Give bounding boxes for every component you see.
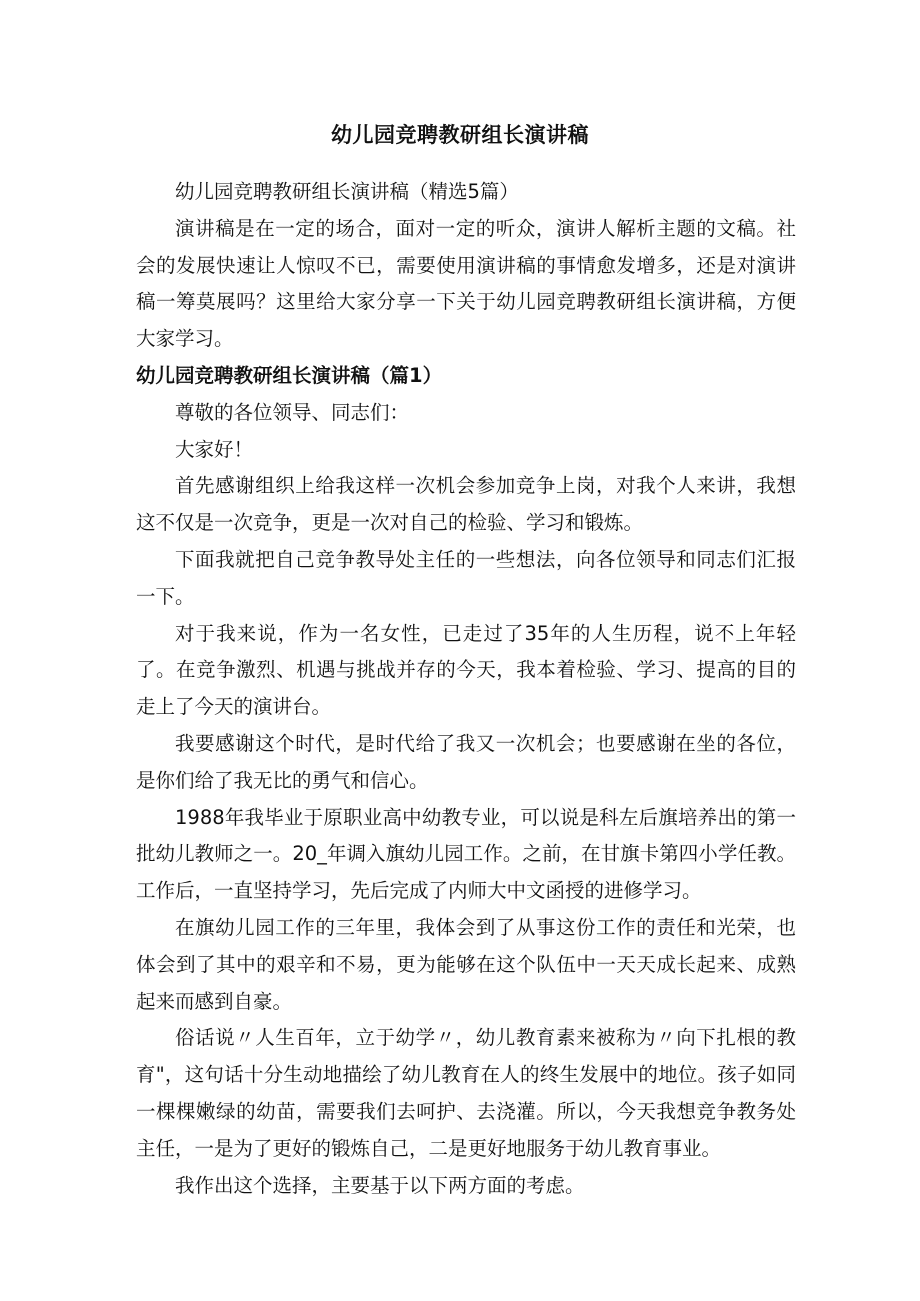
intro-paragraph: 演讲稿是在一定的场合，面对一定的听众，演讲人解析主题的文稿。社会的发展快速让人惊叹不已，需要使用演讲稿的事情愈发增多，还是对演讲稿一筹莫展吗？这里给大家分享一下关于幼儿园竞聘教研组长演讲稿，方便大家学习。: [136, 216, 796, 351]
salutation-paragraph: 尊敬的各位领导、同志们：: [175, 400, 410, 424]
document-title: 幼儿园竞聘教研组长演讲稿: [331, 123, 589, 147]
body-paragraph: 1988年我毕业于原职业高中幼教专业，可以说是科左后旗培养出的第一批幼儿教师之一。20_年调入旗幼儿园工作。之前，在甘旗卡第四小学任教。工作后，一直坚持学习，先后完成了内师大中文函授的进修学习。: [136, 805, 796, 903]
section-heading: 幼儿园竞聘教研组长演讲稿（篇1）: [136, 363, 443, 387]
body-paragraph: 我要感谢这个时代，是时代给了我又一次机会；也要感谢在坐的各位，是你们给了我无比的勇气和信心。: [136, 731, 796, 792]
greeting-paragraph: 大家好！: [175, 437, 254, 461]
subtitle-paragraph: 幼儿园竞聘教研组长演讲稿（精选5篇）: [175, 180, 519, 203]
body-paragraph: 我作出这个选择，主要基于以下两方面的考虑。: [175, 1173, 585, 1197]
body-paragraph: 在旗幼儿园工作的三年里，我体会到了从事这份工作的责任和光荣，也体会到了其中的艰辛和不易，更为能够在这个队伍中一天天成长起来、成熟起来而感到自豪。: [136, 915, 796, 1013]
body-paragraph: 下面我就把自己竞争教导处主任的一些想法，向各位领导和同志们汇报一下。: [136, 547, 796, 608]
body-paragraph: 俗话说〃人生百年，立于幼学〃，幼儿教育素来被称为〃向下扎根的教育"，这句话十分生动地描绘了幼儿教育在人的终生发展中的地位。孩子如同一棵棵嫩绿的幼苗，需要我们去呵护、去浇灌。所以，今天我想竞争教务处主任，一是为了更好的锻炼自己，二是更好地服务于幼儿教育事业。: [136, 1026, 796, 1160]
body-paragraph: 对于我来说，作为一名女性，已走过了35年的人生历程，说不上年轻了。在竞争激烈、机遇与挑战并存的今天，我本着检验、学习、提高的目的走上了今天的演讲台。: [136, 621, 796, 719]
document-body: [136, 174, 796, 1204]
body-paragraph: 首先感谢组织上给我这样一次机会参加竞争上岗，对我个人来讲，我想这不仅是一次竞争，更是一次对自己的检验、学习和锻炼。: [136, 474, 796, 535]
